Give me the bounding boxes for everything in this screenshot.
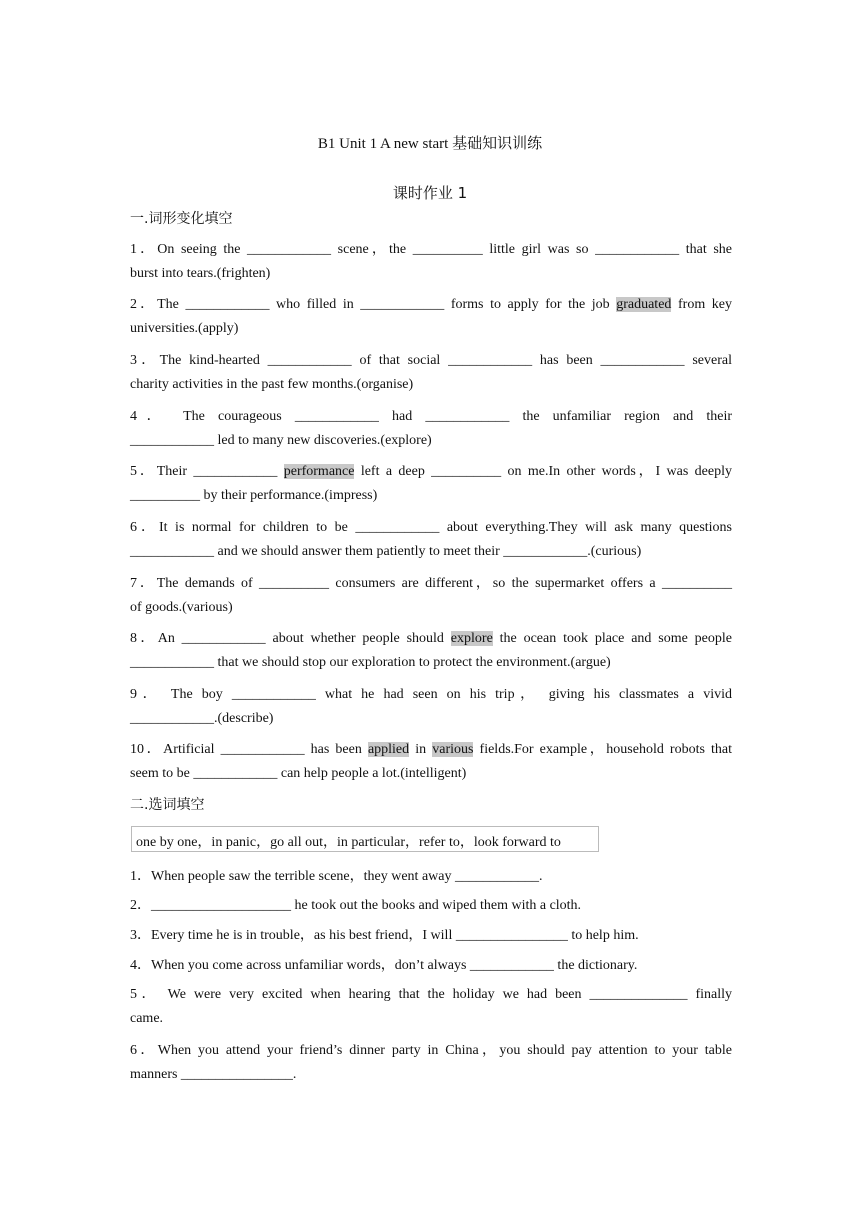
question-9-line-2: ____________.(describe) [130, 711, 274, 726]
text-segment: 8．An ____________ about whether people should [130, 631, 451, 646]
phrase-question-6-line-1: 6．When you attend your friend’s dinner party in China，you should pay attention to your table [130, 1043, 732, 1058]
question-2-line-1 [130, 293, 732, 313]
question-6-line-1: 6．It is normal for children to be ____________ about everything.They will ask many questions [130, 520, 732, 535]
question-7-line-1: 7．The demands of __________ consumers are different，so the supermarket offers a __________ [130, 576, 732, 591]
question-8-line-1 [130, 627, 732, 647]
text-segment: in [409, 742, 433, 757]
question-3-line-2: charity activities in the past few months.(organise) [130, 377, 414, 392]
section-heading-word-forms: 一.词形变化填空 [130, 211, 233, 227]
phrase-question-6-line-2: manners ________________. [130, 1067, 297, 1082]
question-4-line-1: 4． The courageous ____________ had ____________ the unfamiliar region and their [130, 409, 732, 424]
question-6-line-2: ____________ and we should answer them patiently to meet their ____________.(curious) [130, 544, 642, 559]
question-9-line-1: 9． The boy ____________ what he had seen on his trip， giving his classmates a vivid [130, 687, 732, 702]
text-segment: from key [671, 297, 732, 312]
question-10-line-2: seem to be ____________ can help people a lot.(intelligent) [130, 766, 467, 781]
phrase-question-4: 4．When you come across unfamiliar words，don’t always ____________ the dictionary. [130, 958, 638, 973]
phrase-question-5-line-2: came. [130, 1011, 164, 1026]
question-5-line-2: __________ by their performance.(impress) [130, 488, 378, 503]
phrase-question-2: 2．____________________ he took out the books and wiped them with a cloth. [130, 898, 582, 913]
question-1-line-2: burst into tears.(frighten) [130, 266, 271, 281]
document-subtitle: 课时作业 1 [392, 184, 468, 202]
highlighted-word: various [432, 742, 474, 757]
text-segment: 5．Their ____________ [130, 464, 284, 479]
text-segment: 10．Artificial ____________ has been [130, 742, 368, 757]
question-7-line-2: of goods.(various) [130, 600, 233, 615]
question-5-line-1 [130, 460, 732, 480]
text-segment: 2．The ____________ who filled in ____________ forms to apply for the job [130, 297, 617, 312]
phrase-question-3: 3．Every time he is in trouble，as his best friend，I will ________________ to help him. [130, 928, 639, 943]
highlighted-word: explore [450, 631, 493, 646]
highlighted-word: graduated [616, 297, 672, 312]
section-heading-phrase-fill: 二.选词填空 [130, 797, 205, 813]
word-bank-box: one by one，in panic，go all out，in particular，refer to，look forward to [131, 826, 599, 852]
text-segment: the ocean took place and some people [492, 631, 733, 646]
text-segment: left a deep __________ on me.In other words，I was deeply [354, 464, 732, 479]
question-8-line-2: ____________ that we should stop our exploration to protect the environment.(argue) [130, 655, 611, 670]
question-10-line-1 [130, 738, 732, 758]
highlighted-word: performance [283, 464, 355, 479]
phrase-question-5-line-1: 5． We were very excited when hearing that the holiday we had been ______________ finally [130, 987, 732, 1002]
phrase-question-1: 1．When people saw the terrible scene，they went away ____________. [130, 869, 543, 884]
highlighted-word: applied [367, 742, 410, 757]
text-segment: fields.For example，household robots that [473, 742, 732, 757]
document-title: B1 Unit 1 A new start 基础知识训练 [317, 136, 543, 152]
question-4-line-2: ____________ led to many new discoveries.(explore) [130, 433, 432, 448]
question-1-line-1: 1．On seeing the ____________ scene，the __________ little girl was so ____________ that she [130, 242, 732, 257]
question-3-line-1: 3．The kind-hearted ____________ of that social ____________ has been ____________ several [130, 353, 732, 368]
question-2-line-2: universities.(apply) [130, 321, 239, 336]
